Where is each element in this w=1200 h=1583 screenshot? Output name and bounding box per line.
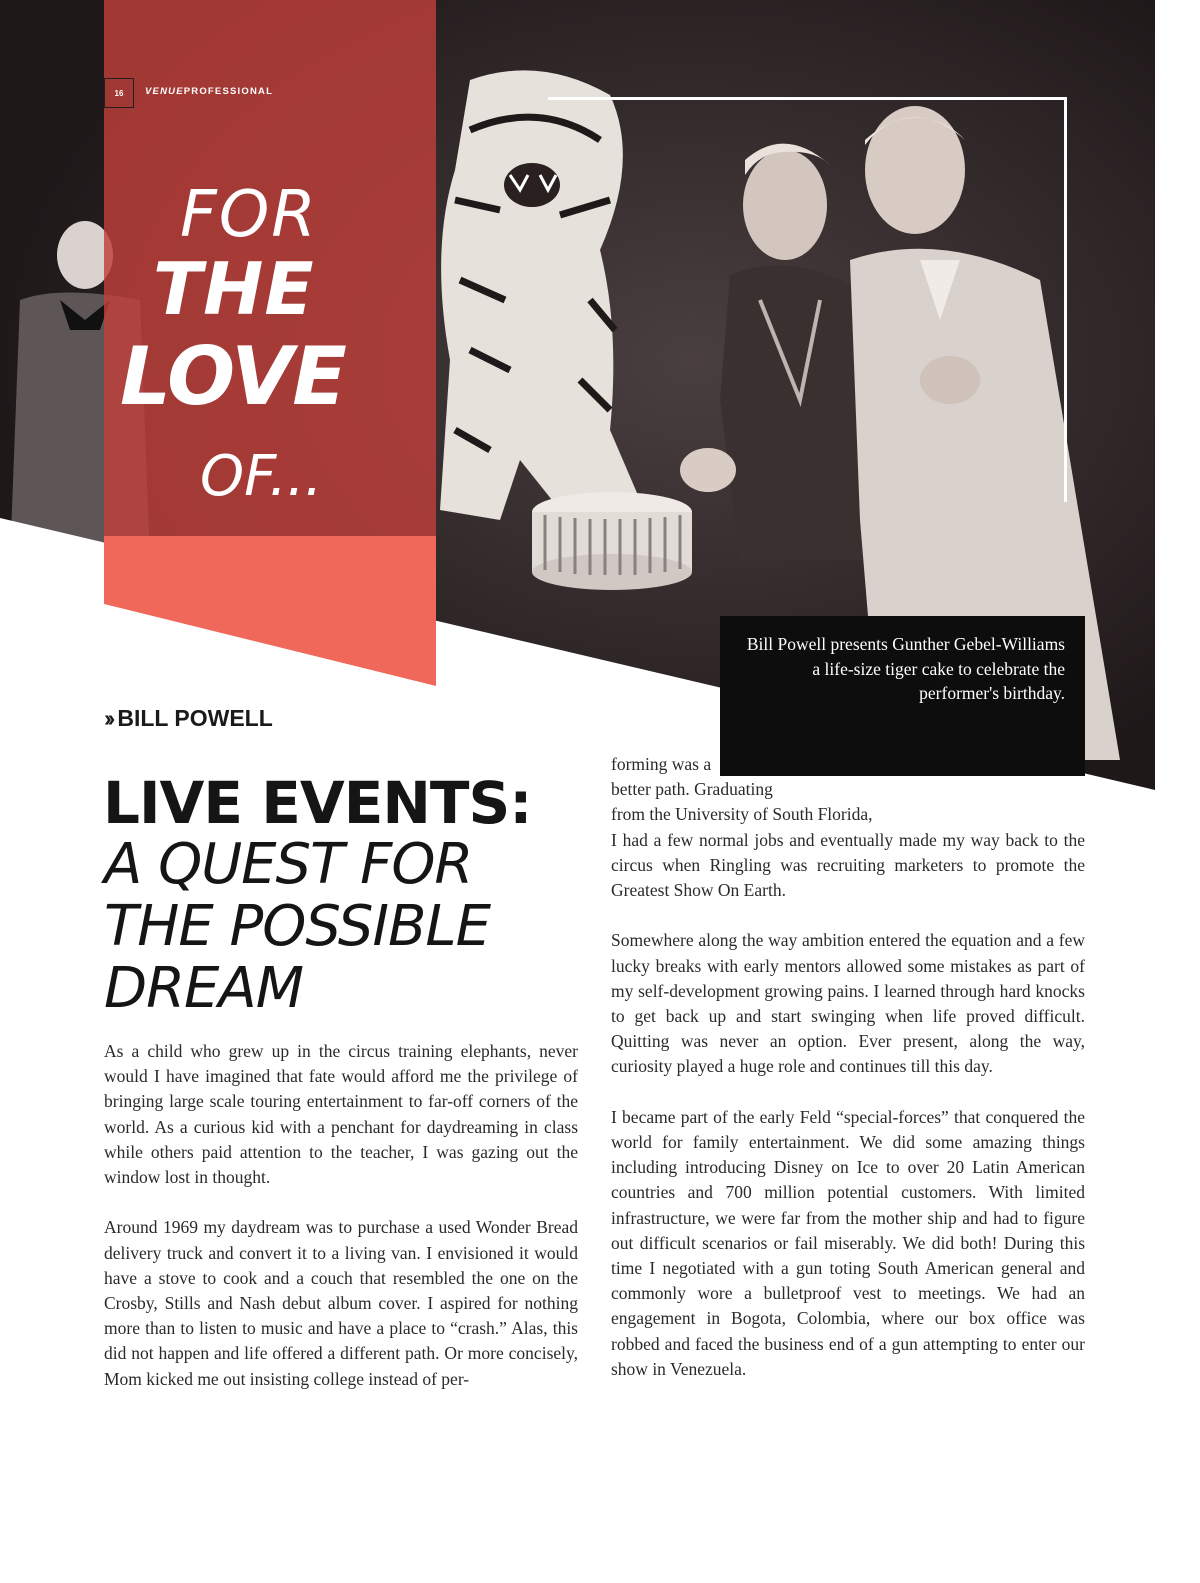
paragraph: Somewhere along the way ambition entered the equation and a few lucky breaks with early mentors allowed some mistakes as part of my self-development growing pains. I learned through hard knocks to get back up and start swinging when life proved difficult. Quitting was never an option. Ever present, along the way, curiosity played a huge role and continues till this day.	[611, 930, 1085, 1077]
article-title: LIVE EVENTS:	[103, 769, 532, 837]
brand-rest: PROFESSIONAL	[183, 86, 274, 97]
page-number: 16	[104, 78, 134, 108]
article-column-1	[104, 1039, 578, 1417]
article-subtitle: A QUEST FOR THE POSSIBLE DREAM	[104, 832, 490, 1021]
brand-logo	[145, 86, 273, 97]
photo-frame-line	[548, 97, 1067, 502]
headline-for: FOR	[180, 178, 318, 252]
paragraph: Around 1969 my daydream was to purchase a used Wonder Bread delivery truck and convert it to a living van. I envisioned it would have a stove to cook and a couch that resembled the one on the Crosby, Stills and Nash debut album cover. I aspired for nothing more than to listen to music and have a place to “crash.” Alas, this did not happen and life offered a different path. Or more concisely, Mom kicked me out insisting college instead of per-	[104, 1217, 578, 1389]
wrapped-line: better path. Graduating	[611, 779, 773, 800]
author-byline	[104, 705, 273, 732]
paragraph: I became part of the early Feld “special-forces” that conquered the world for family entertainment. We did some amazing things including introducing Disney on Ice to over 20 Latin American countries and 700 million potential customers. With limited infrastructure, we were far from the mother ship and had to figure out difficult scenarios or fail miserably. We did both! During this time I negotiated with a gun toting South American general and commonly wore a bulletproof vest to meetings. We had an engagement in Bogota, Colombia, where our box office was robbed and faced the business end of a gun attempting to enter our show in Venezuela.	[611, 1106, 1085, 1379]
article-column-2	[611, 752, 1085, 1407]
headline-love: LOVE	[120, 330, 346, 423]
double-chevron-icon: ››	[104, 705, 112, 731]
wrapped-line: from the University of South Florida,	[611, 804, 873, 825]
author-name: BILL POWELL	[117, 705, 273, 731]
brand-bold: VENUE	[145, 86, 184, 97]
wrapped-line: forming was a	[611, 754, 712, 774]
headline-of: OF...	[200, 444, 323, 509]
paragraph: As a child who grew up in the circus training elephants, never would I have imagined that fate would afford me the privilege of bringing large scale touring entertainment to far-off corners of the world. As a curious kid with a penchant for daydreaming in class while others paid attention to the teacher, I was gazing out the window lost in thought.	[104, 1041, 578, 1188]
photo-caption: Bill Powell presents Gunther Gebel-Williams a life-size tiger cake to celebrate the performer's birthday.	[720, 616, 1085, 776]
headline-the: THE	[153, 247, 315, 331]
paragraph: I had a few normal jobs and eventually made my way back to the circus when Ringling was recruiting marketers to promote the Greatest Show On Earth.	[611, 829, 1085, 901]
